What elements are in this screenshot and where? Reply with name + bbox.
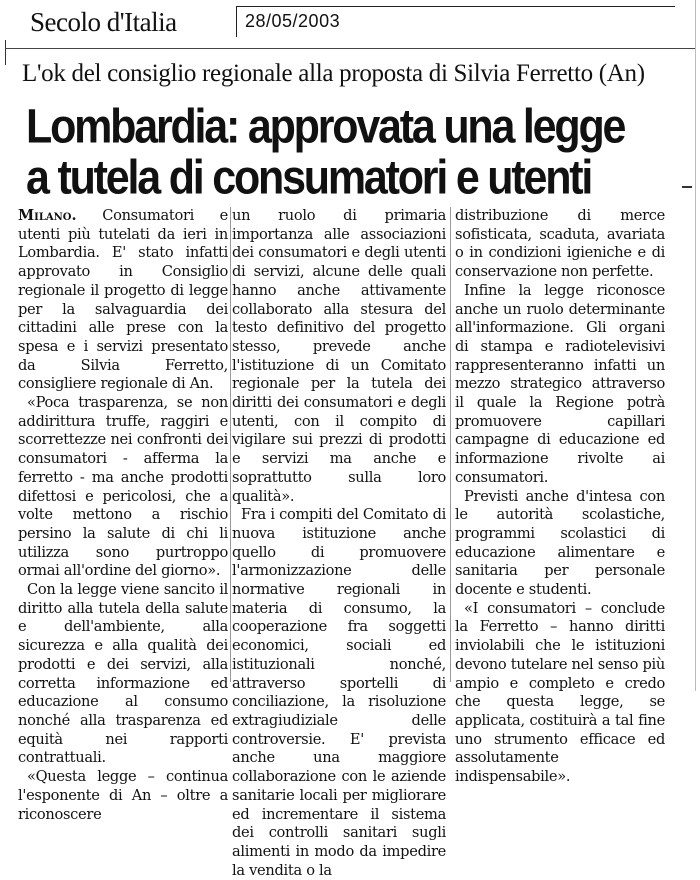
- masthead: [30, 4, 675, 40]
- left-border: [5, 40, 6, 65]
- headline-dash: [682, 186, 692, 188]
- date-box: [236, 6, 675, 37]
- article-overline: L'ok del consiglio regionale alla proposta di Silvia Ferretto (An): [22, 60, 645, 87]
- publication-date: 28/05/2003: [245, 11, 341, 31]
- article-column-1: [18, 207, 228, 824]
- article-column-3: [455, 207, 665, 787]
- dateline: Milano.: [18, 207, 77, 224]
- paragraph: Fra i compiti del Comitato di nuova istituzione anche quello di promuovere l'armonizzazione delle normative regionali in materia di consumo, la cooperazione fra soggetti economici, sociali ed istituzionali nonché, attraverso sportelli di conciliazione, la risoluzione extragiudiziale delle controversie. E' prevista anche una maggiore collaborazione con le aziende sanitarie locali per migliorare ed incrementare il sistema dei controlli sanitari sugli alimenti in modo da impedire la vendita o la: [232, 506, 446, 879]
- headline-line-1: Lombardia: approvata una legge: [26, 100, 625, 154]
- column-divider: [230, 207, 231, 682]
- paragraph: distribuzione di merce sofisticata, scaduta, avariata o in condizioni igieniche e di conservazione non perfette.: [455, 207, 665, 281]
- column-divider: [450, 207, 451, 682]
- right-border: [695, 0, 696, 691]
- paragraph: [18, 207, 228, 394]
- paragraph: «Poca trasparenza, se non addirittura truffe, raggiri e scorrettezze nei confronti dei consumatori - afferma la ferretto - ma anche prodotti difettosi e pericolosi, che a volte mettono a rischio persino la salute di chi li utilizza sono purtroppo ormai all'ordine del giorno».: [18, 394, 228, 580]
- paragraph: Previsti anche d'intesa con le autorità scolastiche, programmi scolastici di educazione alimentare e sanitaria per personale docente e studenti.: [455, 487, 665, 599]
- paragraph-text: Consumatori e utenti più tutelati da ieri in Lombardia. E' stato infatti approvato in Consiglio regionale il progetto di legge per la salvaguardia dei cittadini alle prese con la spesa e i servizi presentato da Silvia Ferretto, consigliere regionale di An.: [18, 207, 229, 393]
- top-rule: [5, 48, 695, 49]
- headline-line-2: a tutela di consumatori e utenti: [26, 151, 592, 205]
- paragraph: un ruolo di primaria importanza alle associazioni dei consumatori e degli utenti di servizi, alcune delle quali hanno anche attivamente collaborato alla stesura del testo definitivo del progetto stesso, prevede anche l'istituzione di un Comitato regionale per la tutela dei diritti dei consumatori e degli utenti, con il compito di vigilare sui prezzi di prodotti e servizi ma anche e soprattutto sulla loro qualità».: [232, 207, 446, 505]
- newspaper-name: Secolo d'Italia: [30, 7, 177, 37]
- article-column-2: [232, 207, 446, 880]
- paragraph: «I consumatori – conclude la Ferretto – hanno diritti inviolabili che le istituzioni devono tutelare nel senso più ampio e completo e credo che questa legge, se applicata, costituirà a tal fine uno strumento efficace ed assolutamente indispensabile».: [455, 599, 665, 786]
- paragraph: Con la legge viene sancito il diritto alla tutela della salute e dell'ambiente, alla sicurezza e alla qualità dei prodotti e dei servizi, alla corretta informazione ed educazione al consumo nonché alla trasparenza ed equità nei rapporti contrattuali.: [18, 581, 228, 767]
- paragraph: «Questa legge – continua l'esponente di An – oltre a riconoscere: [18, 768, 228, 823]
- paragraph: Infine la legge riconosce anche un ruolo determinante all'informazione. Gli organi di stampa e radiotelevisivi rappresenteranno infatti un mezzo strategico attraverso il quale la Regione potrà promuovere capillari campagne di educazione ed informazione rivolte ai consumatori.: [455, 281, 665, 486]
